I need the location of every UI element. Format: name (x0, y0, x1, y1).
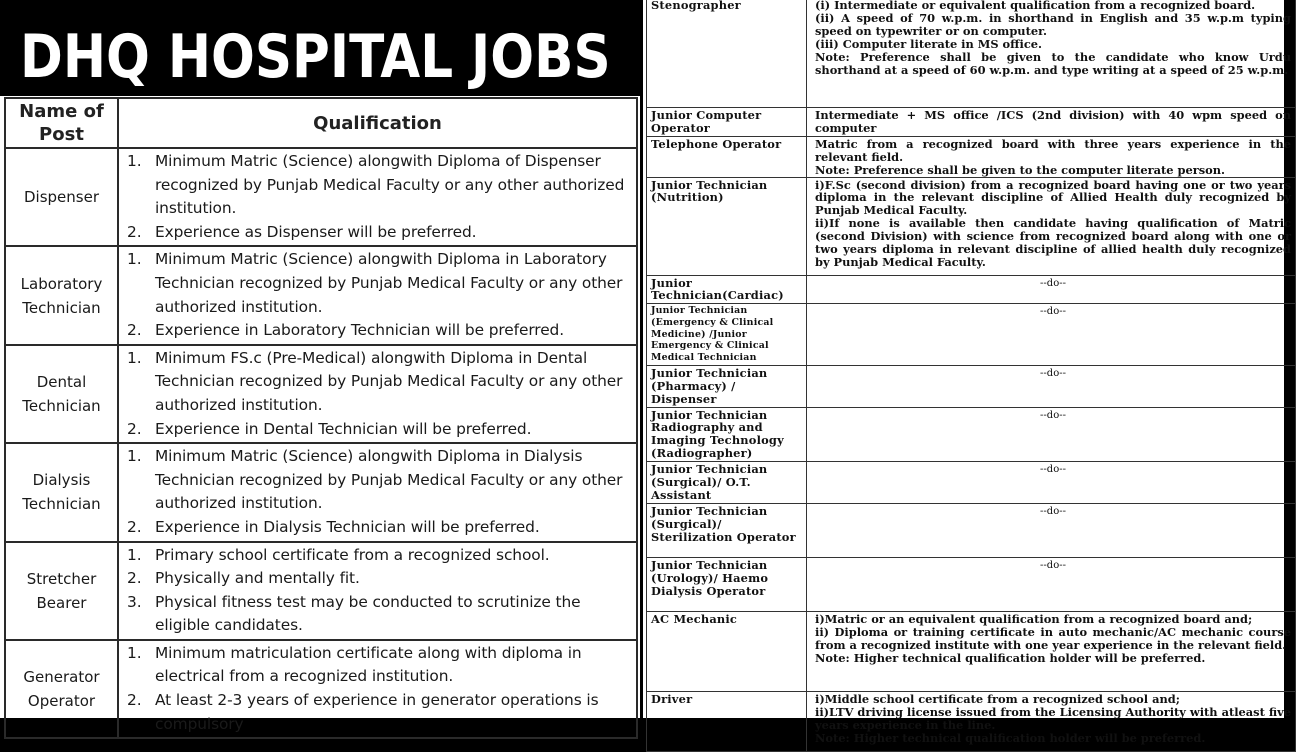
post-name: Laboratory Technician (20, 274, 103, 317)
post-name-cell (5, 246, 118, 344)
qualification-cell (118, 542, 637, 640)
ditto-mark: --do-- (1040, 505, 1066, 517)
item-text: Experience in Laboratory Technician will be preferred. (155, 321, 565, 340)
post-name: Dental Technician (22, 372, 101, 415)
post-name: AC Mechanic (651, 611, 738, 626)
right-qualification-table-panel (643, 0, 1291, 745)
item-number: 1. (127, 152, 142, 170)
table-row (647, 304, 1296, 366)
post-name: Dialysis Technician (22, 471, 101, 514)
post-name-cell (647, 304, 807, 366)
table-row (5, 148, 637, 246)
post-name-cell (647, 407, 807, 462)
post-name-cell (5, 640, 118, 738)
qualification-cell (807, 557, 1296, 611)
item-number: 2. (127, 691, 142, 710)
post-name: Junior Technician (Surgical)/ O.T. Assistant (651, 462, 768, 503)
post-name: Junior Computer Operator (651, 108, 762, 135)
post-name-cell (647, 0, 807, 108)
post-name-cell (647, 462, 807, 504)
qualification-list (127, 642, 632, 736)
qualification-line: Note: Higher technical qualification holder will be preferred. (815, 650, 1206, 665)
qualification-list (127, 445, 632, 539)
qualification-cell (807, 365, 1296, 407)
item-text: Minimum FS.c (Pre-Medical) alongwith Diploma in Dental Technician recognized by Punjab Medical Faculty or any other authorized institution. (155, 348, 623, 414)
post-name-cell (5, 542, 118, 640)
table-row (647, 365, 1296, 407)
post-name: Junior Technician(Cardiac) (651, 275, 784, 303)
qualification-line: ii)LTV driving license issued from the Licensing Authority with atleast five years experience in the line. (815, 704, 1291, 732)
qualification-cell (807, 462, 1296, 504)
item-text: Physical fitness test may be conducted to scrutinize the eligible candidates. (155, 592, 581, 635)
table-row (5, 640, 637, 738)
post-name-cell (647, 108, 807, 137)
qualification-line: Note: Higher technical qualification holder will be preferred. (815, 730, 1206, 745)
post-name-cell (647, 557, 807, 611)
post-name: Stenographer (651, 0, 741, 12)
ditto-mark: --do-- (1040, 464, 1066, 476)
post-name-cell (647, 136, 807, 177)
post-name: Junior Technician Radiography and Imaging Technology (Radiographer) (651, 407, 784, 461)
item-text: Primary school certificate from a recognized school. (155, 545, 550, 564)
item-text: Experience in Dialysis Technician will be preferred. (155, 517, 540, 536)
qualification-cell (807, 0, 1296, 108)
qualification-list (127, 544, 632, 638)
item-number: 2. (127, 222, 142, 241)
qualification-item (127, 567, 632, 591)
post-name-cell (647, 365, 807, 407)
item-text: Experience in Dental Technician will be preferred. (155, 419, 532, 438)
post-name-cell (5, 345, 118, 443)
table-row (647, 462, 1296, 504)
qualification-cell (807, 407, 1296, 462)
qualification-line: ii) Diploma or training certificate in auto mechanic/AC mechanic course from a recognized institute with one year experience in the relevant field. (815, 624, 1291, 652)
item-number: 1. (127, 250, 142, 269)
item-text: Physically and mentally fit. (155, 569, 360, 588)
qualification-line: Note: Preference shall be given to the candidate who know Urdu shorthand at a speed of 60 w.p.m. and type writing at a speed of 25 w.p.m. (815, 49, 1291, 77)
table-header-row (5, 98, 637, 148)
qualification-item (127, 591, 632, 638)
banner-title: DHQ HOSPITAL JOBS (20, 22, 611, 92)
qualification-line: (ii) A speed of 70 w.p.m. in shorthand in English and 35 w.p.m typing speed on typewriter or on computer. (815, 10, 1291, 38)
item-text: Minimum matriculation certificate along with diploma in electrical from a recognized institution. (155, 643, 582, 686)
table-row (5, 542, 637, 640)
qualification-line: i)F.Sc (second division) from a recognized board having one or two years diploma in the relevant discipline of Allied Health duly recognized by Punjab Medical Faculty. (815, 177, 1291, 218)
left-qualification-table-panel (0, 96, 640, 733)
qualification-item (127, 544, 632, 568)
post-name: Junior Technician (Emergency & Clinical Medicine) /Junior Emergency & Clinical Medical Technician (651, 305, 774, 364)
qualification-item (127, 642, 632, 689)
left-qualification-table (4, 97, 638, 739)
item-number: 1. (127, 545, 142, 564)
item-number: 1. (127, 643, 142, 662)
post-name: Junior Technician (Nutrition) (651, 177, 768, 205)
qualification-list (127, 347, 632, 441)
post-name: Dispenser (24, 188, 99, 207)
right-qualification-table (646, 0, 1296, 752)
qualification-line: i)Middle school certificate from a recognized school and; (815, 691, 1180, 706)
ditto-mark: --do-- (1040, 306, 1066, 318)
header-label: Name of Post (19, 101, 104, 145)
item-text: At least 2-3 years of experience in generator operations is compulsory (155, 691, 599, 733)
qualification-cell (807, 304, 1296, 366)
item-text: Minimum Matric (Science) alongwith Diploma in Laboratory Technician recognized by Punjab Medical Faculty or any other authorized institution. (155, 250, 623, 316)
qualification-list (127, 150, 632, 244)
post-name: Telephone Operator (651, 136, 782, 151)
qualification-item (127, 516, 632, 540)
item-number: 2. (127, 517, 142, 536)
qualification-cell (807, 177, 1296, 275)
qualification-cell (807, 136, 1296, 177)
qualification-cell (807, 691, 1296, 751)
table-row (647, 611, 1296, 691)
qualification-cell (807, 108, 1296, 137)
item-number: 2. (127, 321, 142, 340)
ditto-mark: --do-- (1040, 559, 1066, 571)
post-name-cell (647, 691, 807, 751)
table-row (5, 345, 637, 443)
qualification-cell (807, 275, 1296, 304)
post-name-cell (5, 148, 118, 246)
table-row (647, 503, 1296, 557)
item-text: Minimum Matric (Science) alongwith Diploma of Dispenser recognized by Punjab Medical Faculty or any other authorized institution. (155, 152, 625, 218)
qualification-cell (807, 611, 1296, 691)
header-name-of-post (5, 98, 118, 148)
item-text: Minimum Matric (Science) alongwith Diploma in Dialysis Technician recognized by Punjab Medical Faculty or any other authorized institution. (155, 447, 623, 513)
item-number: 1. (127, 348, 142, 367)
qualification-item (127, 221, 632, 245)
table-row (647, 136, 1296, 177)
qualification-item (127, 347, 632, 418)
qualification-cell (118, 246, 637, 344)
qualification-list (127, 248, 632, 342)
qualification-line: (i) Intermediate or equivalent qualification from a recognized board. (815, 0, 1256, 12)
table-row (647, 108, 1296, 137)
table-row (5, 246, 637, 344)
qualification-item (127, 248, 632, 319)
ditto-mark: --do-- (1040, 277, 1066, 289)
table-row (647, 557, 1296, 611)
qualification-line: Note: Preference shall be given to the computer literate person. (815, 162, 1225, 177)
ditto-mark: --do-- (1040, 409, 1066, 421)
qualification-item (127, 418, 632, 442)
table-row (647, 407, 1296, 462)
qualification-line: i)Matric or an equivalent qualification from a recognized board and; (815, 611, 1253, 626)
item-number: 2. (127, 419, 142, 438)
qualification-line: ii)If none is available then candidate having qualification of Matric (second Division) with science from recognized board along with one or two years diploma in relevant discipline of allied health duly recognized by Punjab Medical Faculty. (815, 216, 1291, 269)
qualification-line: Matric from a recognized board with three years experience in the relevant field. (815, 136, 1291, 164)
post-name: Stretcher Bearer (26, 569, 97, 612)
item-number: 2. (127, 569, 142, 588)
post-name: Driver (651, 691, 693, 706)
table-row (647, 177, 1296, 275)
qualification-cell (118, 443, 637, 541)
item-number: 1. (127, 447, 142, 466)
table-row (647, 0, 1296, 108)
post-name: Junior Technician (Pharmacy) / Dispenser (651, 365, 768, 406)
table-row (647, 275, 1296, 304)
title-banner (0, 0, 640, 98)
qualification-item (127, 445, 632, 516)
qualification-item (127, 319, 632, 343)
qualification-line: Intermediate + MS office /ICS (2nd division) with 40 wpm speed on computer (815, 108, 1291, 135)
header-label: Qualification (313, 112, 442, 134)
qualification-cell (118, 148, 637, 246)
item-text: Experience as Dispenser will be preferred. (155, 222, 477, 241)
qualification-item (127, 689, 632, 736)
post-name-cell (647, 503, 807, 557)
post-name: Generator Operator (23, 668, 100, 711)
table-row (647, 691, 1296, 751)
qualification-item (127, 150, 632, 221)
post-name-cell (647, 611, 807, 691)
post-name-cell (647, 275, 807, 304)
table-row (5, 443, 637, 541)
qualification-line: (iii) Computer literate in MS office. (815, 36, 1042, 51)
qualification-cell (118, 640, 637, 738)
qualification-cell (118, 345, 637, 443)
qualification-cell (807, 503, 1296, 557)
post-name: Junior Technician (Urology)/ Haemo Dialysis Operator (651, 557, 769, 598)
item-number: 3. (127, 592, 142, 611)
header-qualification (118, 98, 637, 148)
post-name-cell (5, 443, 118, 541)
post-name-cell (647, 177, 807, 275)
post-name: Junior Technician (Surgical)/ Sterilization Operator (651, 503, 796, 544)
ditto-mark: --do-- (1040, 367, 1066, 379)
